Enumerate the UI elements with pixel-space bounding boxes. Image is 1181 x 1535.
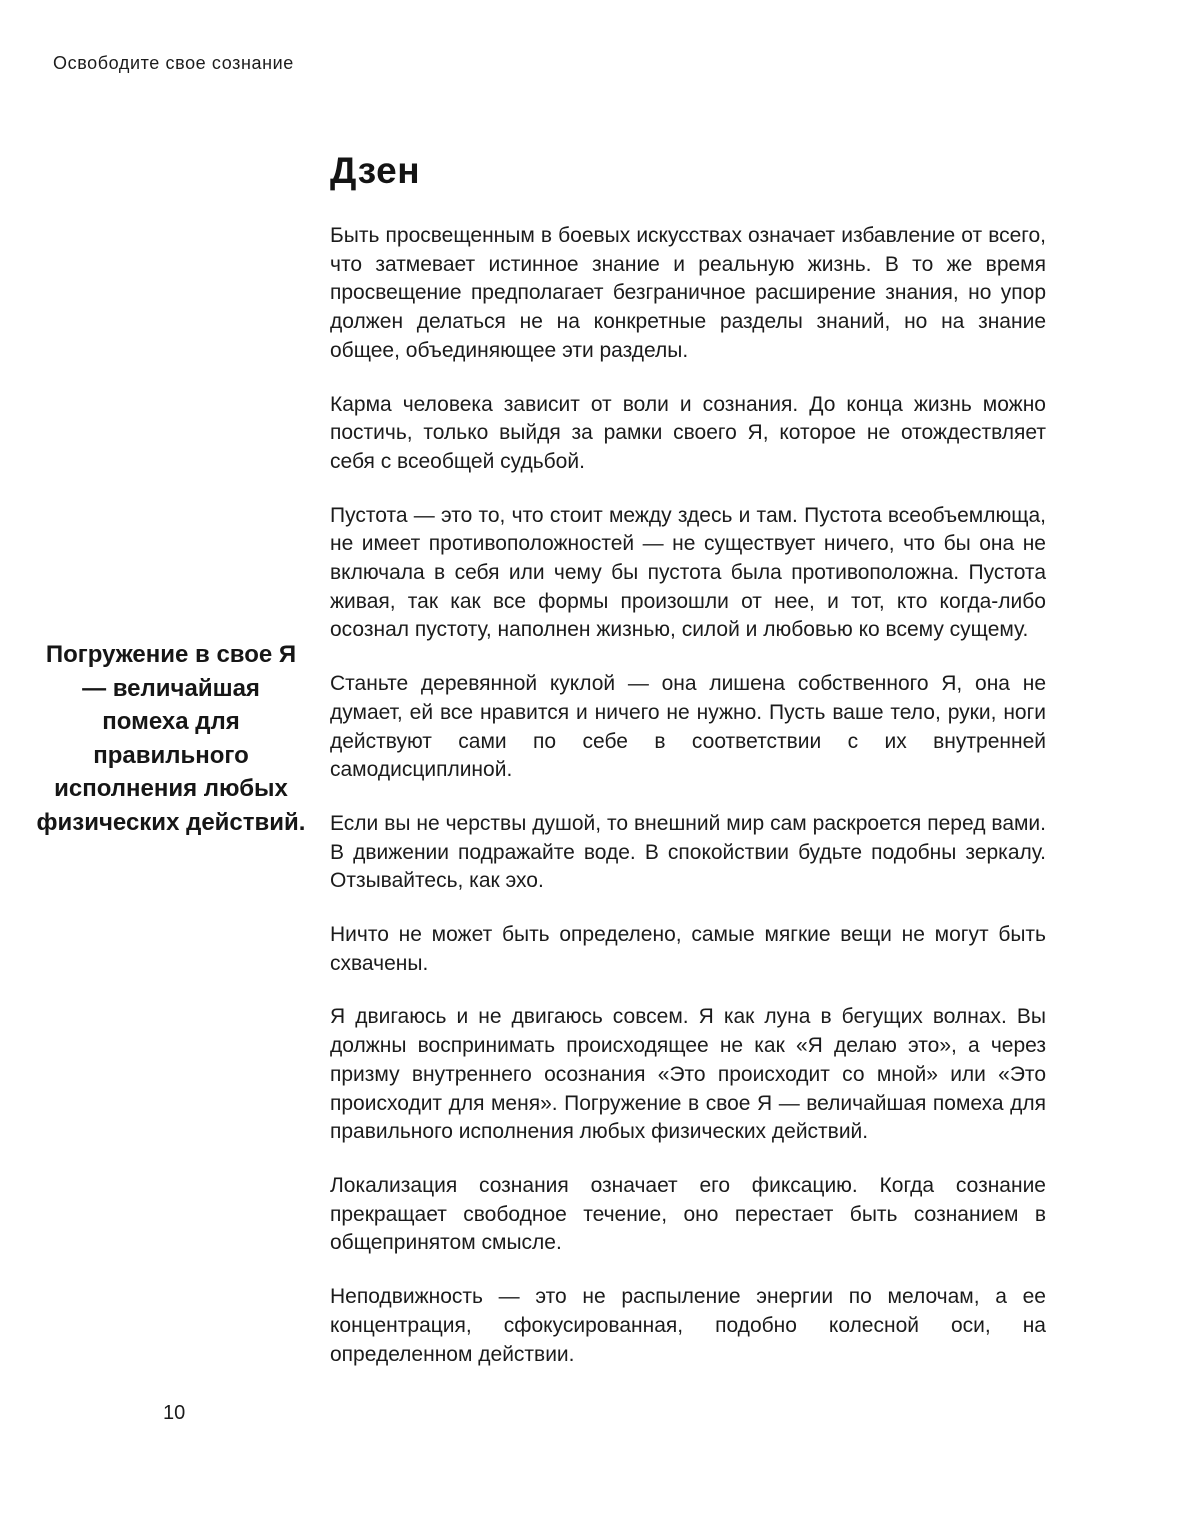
chapter-title: Дзен bbox=[330, 150, 421, 191]
paragraph-3: Пустота — это то, что стоит между здесь и там. Пустота всеобъемлюща, не имеет противоположностей — не существует ничего, что бы она не включала в себя или чему бы пустота была противоположна. Пустота живая, так как все формы произошли от нее, и тот, кто когда-либо осознал пустоту, наполнен жизнью, силой и любовью ко всему сущему. bbox=[330, 503, 1046, 642]
margin-pull-quote: Погружение в свое Я — величайшая помеха для правильного исполнения любых физических действий. bbox=[36, 641, 306, 836]
running-header: Освободите свое сознание bbox=[53, 53, 294, 73]
paragraph-2: Карма человека зависит от воли и сознания. До конца жизнь можно постичь, только выйдя за рамки своего Я, которое не отождествляет себя с всеобщей судьбой. bbox=[330, 392, 1046, 473]
chapter-content bbox=[330, 150, 1046, 1394]
paragraph-9: Неподвижность — это не распыление энергии по мелочам, а ее концентрация, сфокусированная, подобно колесной оси, на определенном действии. bbox=[330, 1285, 1046, 1366]
paragraph-4: Станьте деревянной куклой — она лишена собственного Я, она не думает, ей все нравится и ничего не нужно. Пусть ваше тело, руки, ноги действуют сами по себе в соответствии с их внутренней самодисциплиной. bbox=[330, 672, 1046, 782]
paragraph-5: Если вы не черствы душой, то внешний мир сам раскроется перед вами. В движении подражайте воде. В спокойствии будьте подобны зеркалу. Отзывайтесь, как эхо. bbox=[330, 811, 1046, 893]
paragraph-7: Я двигаюсь и не двигаюсь совсем. Я как луна в бегущих волнах. Вы должны воспринимать происходящее не как «Я делаю это», а через призму внутреннего осознания «Это происходит со мной» или «Это происходит для меня». Погружение в свое Я — величайшая помеха для правильного исполнения любых физических действий. bbox=[330, 1005, 1046, 1144]
page-number: 10 bbox=[163, 1402, 186, 1424]
paragraph-8: Локализация сознания означает его фиксацию. Когда сознание прекращает свободное течение, оно перестает быть сознанием в общепринятом смысле. bbox=[330, 1173, 1046, 1255]
paragraph-1: Быть просвещенным в боевых искусствах означает избавление от всего, что затмевает истинное знание и реальную жизнь. В то же время просвещение предполагает безграничное расширение знания, но упор должен делаться не на конкретные разделы знаний, но на знание общее, объединяющее эти разделы. bbox=[330, 224, 1046, 362]
paragraph-6: Ничто не может быть определено, самые мягкие вещи не могут быть схвачены. bbox=[330, 923, 1046, 975]
